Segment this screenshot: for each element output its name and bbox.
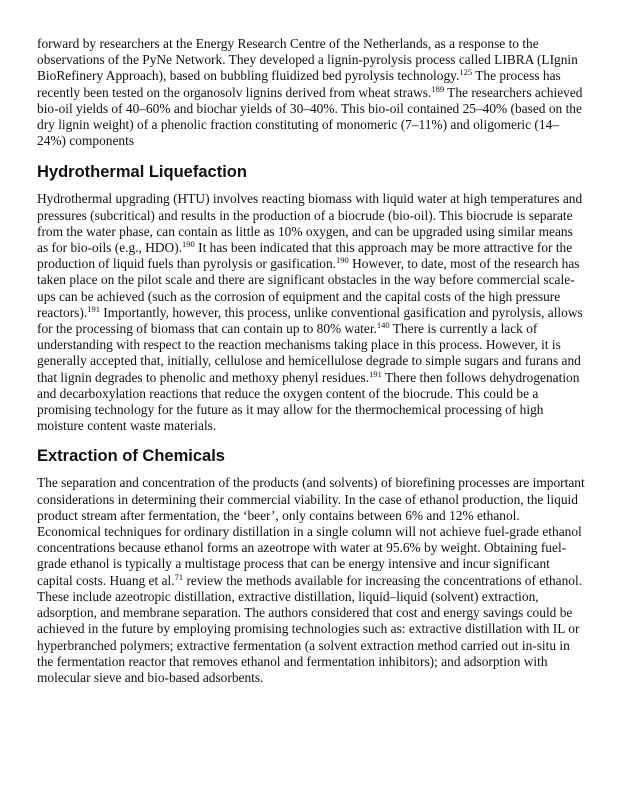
section-heading-hydrothermal: Hydrothermal Liquefaction bbox=[37, 163, 247, 182]
document-page bbox=[37, 36, 585, 686]
hydrothermal-paragraph: Hydrothermal upgrading (HTU) involves reacting biomass with liquid water at high temperatures and pressures (subcritical) and results in the production of a biocrude (bio-oil). This biocrude is separate from the water phase, can contain as little as 10% oxygen, and can be upgraded using similar means as for bio-oils (e.g., HDO).$^{190}$ It has been indicated that this approach may be more attractive for the production of liquid fuels than pyrolysis or gasification.$^{190}$ However, to date, most of the research has taken place on the pilot scale and there are significant obstacles in the way before commercial scale-ups can be achieved (such as the corrosion of equipment and the capital costs of the high pressure reactors).$^{191}$ Importantly, however, this process, unlike conventional gasification and pyrolysis, allows for the processing of biomass that can contain up to 80% water.$^{140}$ There is currently a lack of understanding with respect to the reaction mechanisms taking place in this process. However, it is generally accepted that, initially, cellulose and hemicellulose degrade to simple sugars and furans and that lignin degrades to phenolic and methoxy phenyl residues.$^{191}$ There then follows dehydrogenation and decarboxylation reactions that reduce the oxygen content of the biocrude. This could be a promising technology for the future as it may allow for the thermochemical processing of high moisture content waste materials. bbox=[37, 191, 583, 434]
intro-paragraph: forward by researchers at the Energy Research Centre of the Netherlands, as a response to the observations of the PyNe Network. They developed a lignin-pyrolysis process called LIBRA (LIgnin BioRefinery Approach), based on bubbling fluidized bed pyrolysis technology.$^{125}$ The process has recently been tested on the organosolv lignins derived from wheat straws.$^{189}$ The researchers achieved bio-oil yields of 40–60% and biochar yields of 30–40%. This bio-oil contained 25–40% (based on the dry lignin weight) of a phenolic fraction constituting of monomeric (7–11%) and oligomeric (14–24%) components bbox=[37, 36, 583, 149]
extraction-paragraph: The separation and concentration of the products (and solvents) of biorefining processes are important considerations in determining their commercial viability. In the case of ethanol production, the liquid product stream after fermentation, the ‘beer’, only contains between 6% and 12% ethanol. Economical techniques for ordinary distillation in a single column will not achieve fuel-grade ethanol concentrations because ethanol forms an azeotrope with water at 95.6% by weight. Obtaining fuel-grade ethanol is typically a multistage process that can be energy intensive and incur significant capital costs. Huang et al.$^{71}$ review the methods available for increasing the concentrations of ethanol. These include azeotropic distillation, extractive distillation, liquid–liquid (solvent) extraction, adsorption, and membrane separation. The authors considered that cost and energy savings could be achieved in the future by employing promising technologies such as: extractive distillation with IL or hyperbranched polymers; extractive fermentation (a solvent extraction method carried out in-situ in the fermentation reactor that removes ethanol and fermentation inhibitors); and adsorption with molecular sieve and bio-based adsorbents. bbox=[37, 475, 585, 685]
section-heading-extraction: Extraction of Chemicals bbox=[37, 447, 225, 466]
